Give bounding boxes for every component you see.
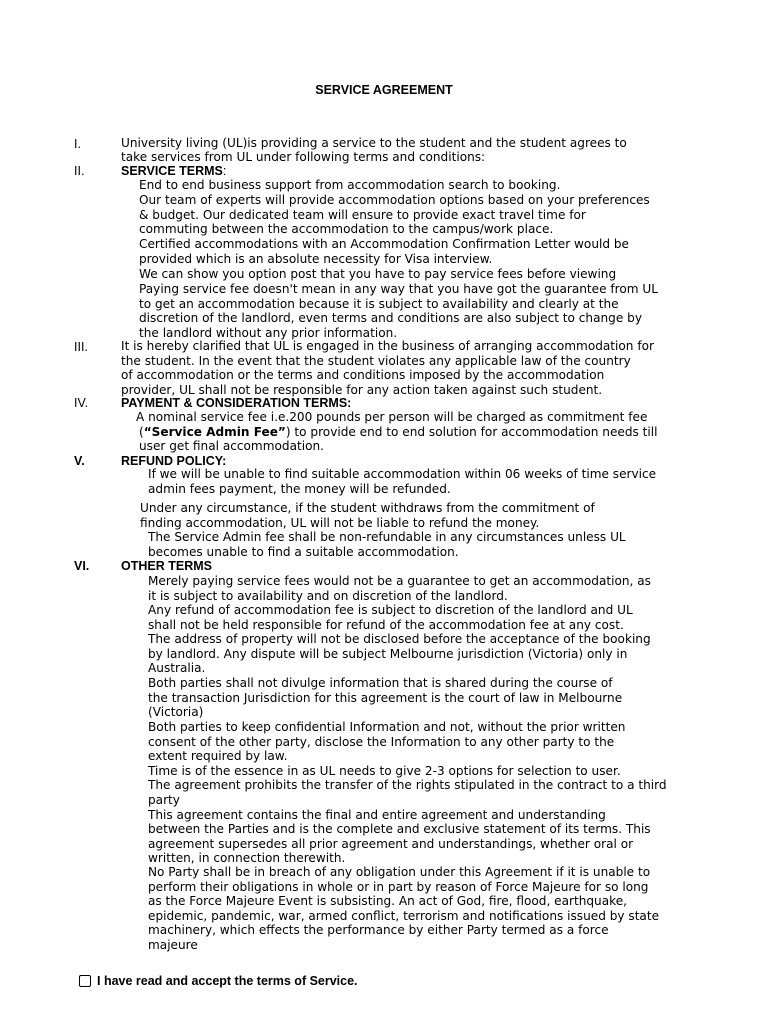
paragraph: Our team of experts will provide accommodation options based on your preferences (139, 193, 650, 207)
paragraph: If we will be unable to find suitable accommodation within 06 weeks of time service (148, 467, 657, 481)
paragraph: Certified accommodations with an Accommodation Confirmation Letter would be (139, 237, 629, 251)
paragraph: A nominal service fee i.e.200 pounds per person will be charged as commitment fee (136, 410, 648, 424)
paragraph: Under any circumstance, if the student withdraws from the commitment of (140, 501, 595, 515)
paragraph: It is hereby clarified that UL is engaged in the business of arranging accommodation for the student. In the event that the student violates any applicable law of the country of accommodation or the terms and conditions imposed by the accommodation (121, 339, 654, 382)
section-number: I. (74, 137, 81, 151)
section-1-text: University living (UL)is providing a service to the student and the student agrees to (121, 136, 627, 150)
service-admin-fee-term: “Service Admin Fee” (143, 424, 286, 439)
paragraph: The agreement prohibits the transfer of the rights stipulated in the contract to a third (148, 778, 667, 792)
section-number: II. (74, 164, 85, 178)
paragraph: Time is of the essence in as UL needs to give 2-3 options for selection to user. (148, 764, 621, 778)
accept-terms-label[interactable]: I have read and accept the terms of Service. (97, 974, 358, 988)
accept-terms-control[interactable] (79, 974, 358, 988)
section-heading: SERVICE TERMS: (121, 164, 227, 178)
paragraph: No Party shall be in breach of any obligation under this Agreement if it is unable to (148, 865, 651, 879)
paragraph: Paying service fee doesn't mean in any way that you have got the guarantee from UL to get an accommodation because it is subject to availability and clearly at the discretion of the landlord, even terms and conditions are also subject to change by (139, 282, 658, 325)
section-number: IV. (74, 396, 89, 410)
section-heading: OTHER TERMS (121, 559, 212, 573)
paragraph: End to end business support from accommodation search to booking. (139, 178, 561, 192)
paragraph: Both parties to keep confidential Information and not, without the prior written (148, 720, 626, 734)
paragraph: We can show you option post that you have to pay service fees before viewing (139, 267, 617, 281)
section-number: III. (74, 340, 88, 354)
section-number: VI. (74, 559, 90, 573)
paragraph: Both parties shall not divulge information that is shared during the course of (148, 676, 613, 690)
section-number: V. (74, 454, 85, 468)
accept-terms-checkbox[interactable] (79, 975, 91, 987)
paragraph: Any refund of accommodation fee is subject to discretion of the landlord and UL (148, 603, 633, 617)
paragraph: Merely paying service fees would not be a guarantee to get an accommodation, as (148, 574, 651, 588)
section-heading: REFUND POLICY: (121, 454, 227, 468)
paragraph: The address of property will not be disclosed before the acceptance of the booking (148, 632, 651, 646)
section-heading: PAYMENT & CONSIDERATION TERMS: (121, 396, 352, 410)
paragraph: The Service Admin fee shall be non-refundable in any circumstances unless UL (148, 530, 626, 544)
page-title: SERVICE AGREEMENT (315, 83, 453, 97)
paragraph: This agreement contains the final and entire agreement and understanding between the Parties and is the complete and exclusive statement of its terms. This agreement supersedes all prior agreement and understandings, whether oral or (148, 807, 651, 851)
